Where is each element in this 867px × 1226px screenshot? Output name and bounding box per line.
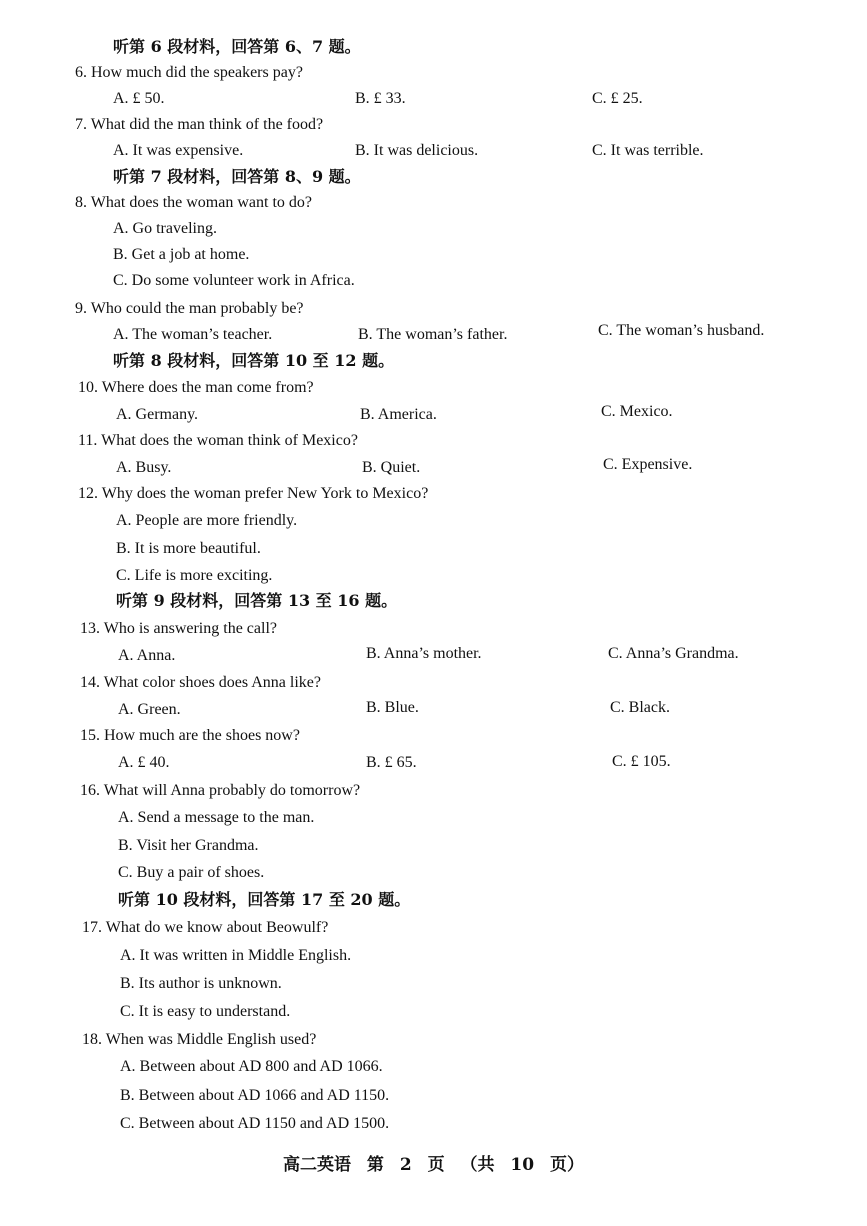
question-9-option-b: B. The woman’s father. (358, 326, 508, 343)
question-10-option-c: C. Mexico. (601, 403, 673, 420)
question-11-stem: 11. What does the woman think of Mexico? (78, 432, 358, 449)
question-16-option-c: C. Buy a pair of shoes. (118, 864, 265, 881)
question-18-stem: 18. When was Middle English used? (82, 1031, 317, 1048)
question-15-option-b: B. £ 65. (366, 754, 417, 771)
question-9-stem: 9. Who could the man probably be? (75, 300, 304, 317)
question-8-option-a: A. Go traveling. (113, 220, 217, 237)
question-11-option-a: A. Busy. (116, 459, 172, 476)
section-heading-9: 听第 9 段材料，回答第 13 至 16 题。 (116, 591, 398, 610)
section-heading-10: 听第 10 段材料，回答第 17 至 20 题。 (118, 890, 411, 909)
question-17-option-a: A. It was written in Middle English. (120, 947, 352, 964)
page-footer: 高二英语 第 2 页 （共 10 页） (283, 1155, 584, 1175)
question-13-option-c: C. Anna’s Grandma. (608, 645, 739, 662)
question-13-option-a: A. Anna. (118, 647, 176, 664)
question-17-option-c: C. It is easy to understand. (120, 1003, 291, 1020)
question-7-option-b: B. It was delicious. (355, 142, 479, 159)
question-8-option-c: C. Do some volunteer work in Africa. (113, 272, 355, 289)
question-7-option-a: A. It was expensive. (113, 142, 244, 159)
question-9-option-a: A. The woman’s teacher. (113, 326, 273, 343)
question-16-option-a: A. Send a message to the man. (118, 809, 315, 826)
question-6-option-c: C. £ 25. (592, 90, 643, 107)
question-14-option-b: B. Blue. (366, 699, 419, 716)
question-6-option-b: B. £ 33. (355, 90, 406, 107)
question-11-option-c: C. Expensive. (603, 456, 693, 473)
question-6-option-a: A. £ 50. (113, 90, 165, 107)
section-heading-6: 听第 6 段材料，回答第 6、7 题。 (113, 37, 361, 56)
question-14-option-c: C. Black. (610, 699, 670, 716)
question-13-stem: 13. Who is answering the call? (80, 620, 277, 637)
question-8-stem: 8. What does the woman want to do? (75, 194, 312, 211)
question-13-option-b: B. Anna’s mother. (366, 645, 482, 662)
question-15-option-c: C. £ 105. (612, 753, 671, 770)
question-6-stem: 6. How much did the speakers pay? (75, 64, 303, 81)
question-14-stem: 14. What color shoes does Anna like? (80, 674, 321, 691)
question-11-option-b: B. Quiet. (362, 459, 421, 476)
question-18-option-b: B. Between about AD 1066 and AD 1150. (120, 1087, 390, 1104)
question-10-stem: 10. Where does the man come from? (78, 379, 314, 396)
question-15-option-a: A. £ 40. (118, 754, 170, 771)
question-7-stem: 7. What did the man think of the food? (75, 116, 324, 133)
question-10-option-a: A. Germany. (116, 406, 199, 423)
question-17-stem: 17. What do we know about Beowulf? (82, 919, 329, 936)
question-15-stem: 15. How much are the shoes now? (80, 727, 300, 744)
question-12-option-c: C. Life is more exciting. (116, 567, 273, 584)
question-9-option-c: C. The woman’s husband. (598, 322, 765, 339)
question-12-option-a: A. People are more friendly. (116, 512, 298, 529)
question-18-option-c: C. Between about AD 1150 and AD 1500. (120, 1115, 390, 1132)
section-heading-7: 听第 7 段材料，回答第 8、9 题。 (113, 167, 361, 186)
question-18-option-a: A. Between about AD 800 and AD 1066. (120, 1058, 383, 1075)
question-16-option-b: B. Visit her Grandma. (118, 837, 259, 854)
question-16-stem: 16. What will Anna probably do tomorrow? (80, 782, 361, 799)
question-12-stem: 12. Why does the woman prefer New York to Mexico? (78, 485, 429, 502)
question-12-option-b: B. It is more beautiful. (116, 540, 261, 557)
question-14-option-a: A. Green. (118, 701, 181, 718)
question-10-option-b: B. America. (360, 406, 437, 423)
question-17-option-b: B. Its author is unknown. (120, 975, 282, 992)
section-heading-8: 听第 8 段材料，回答第 10 至 12 题。 (113, 351, 395, 370)
question-7-option-c: C. It was terrible. (592, 142, 704, 159)
question-8-option-b: B. Get a job at home. (113, 246, 250, 263)
